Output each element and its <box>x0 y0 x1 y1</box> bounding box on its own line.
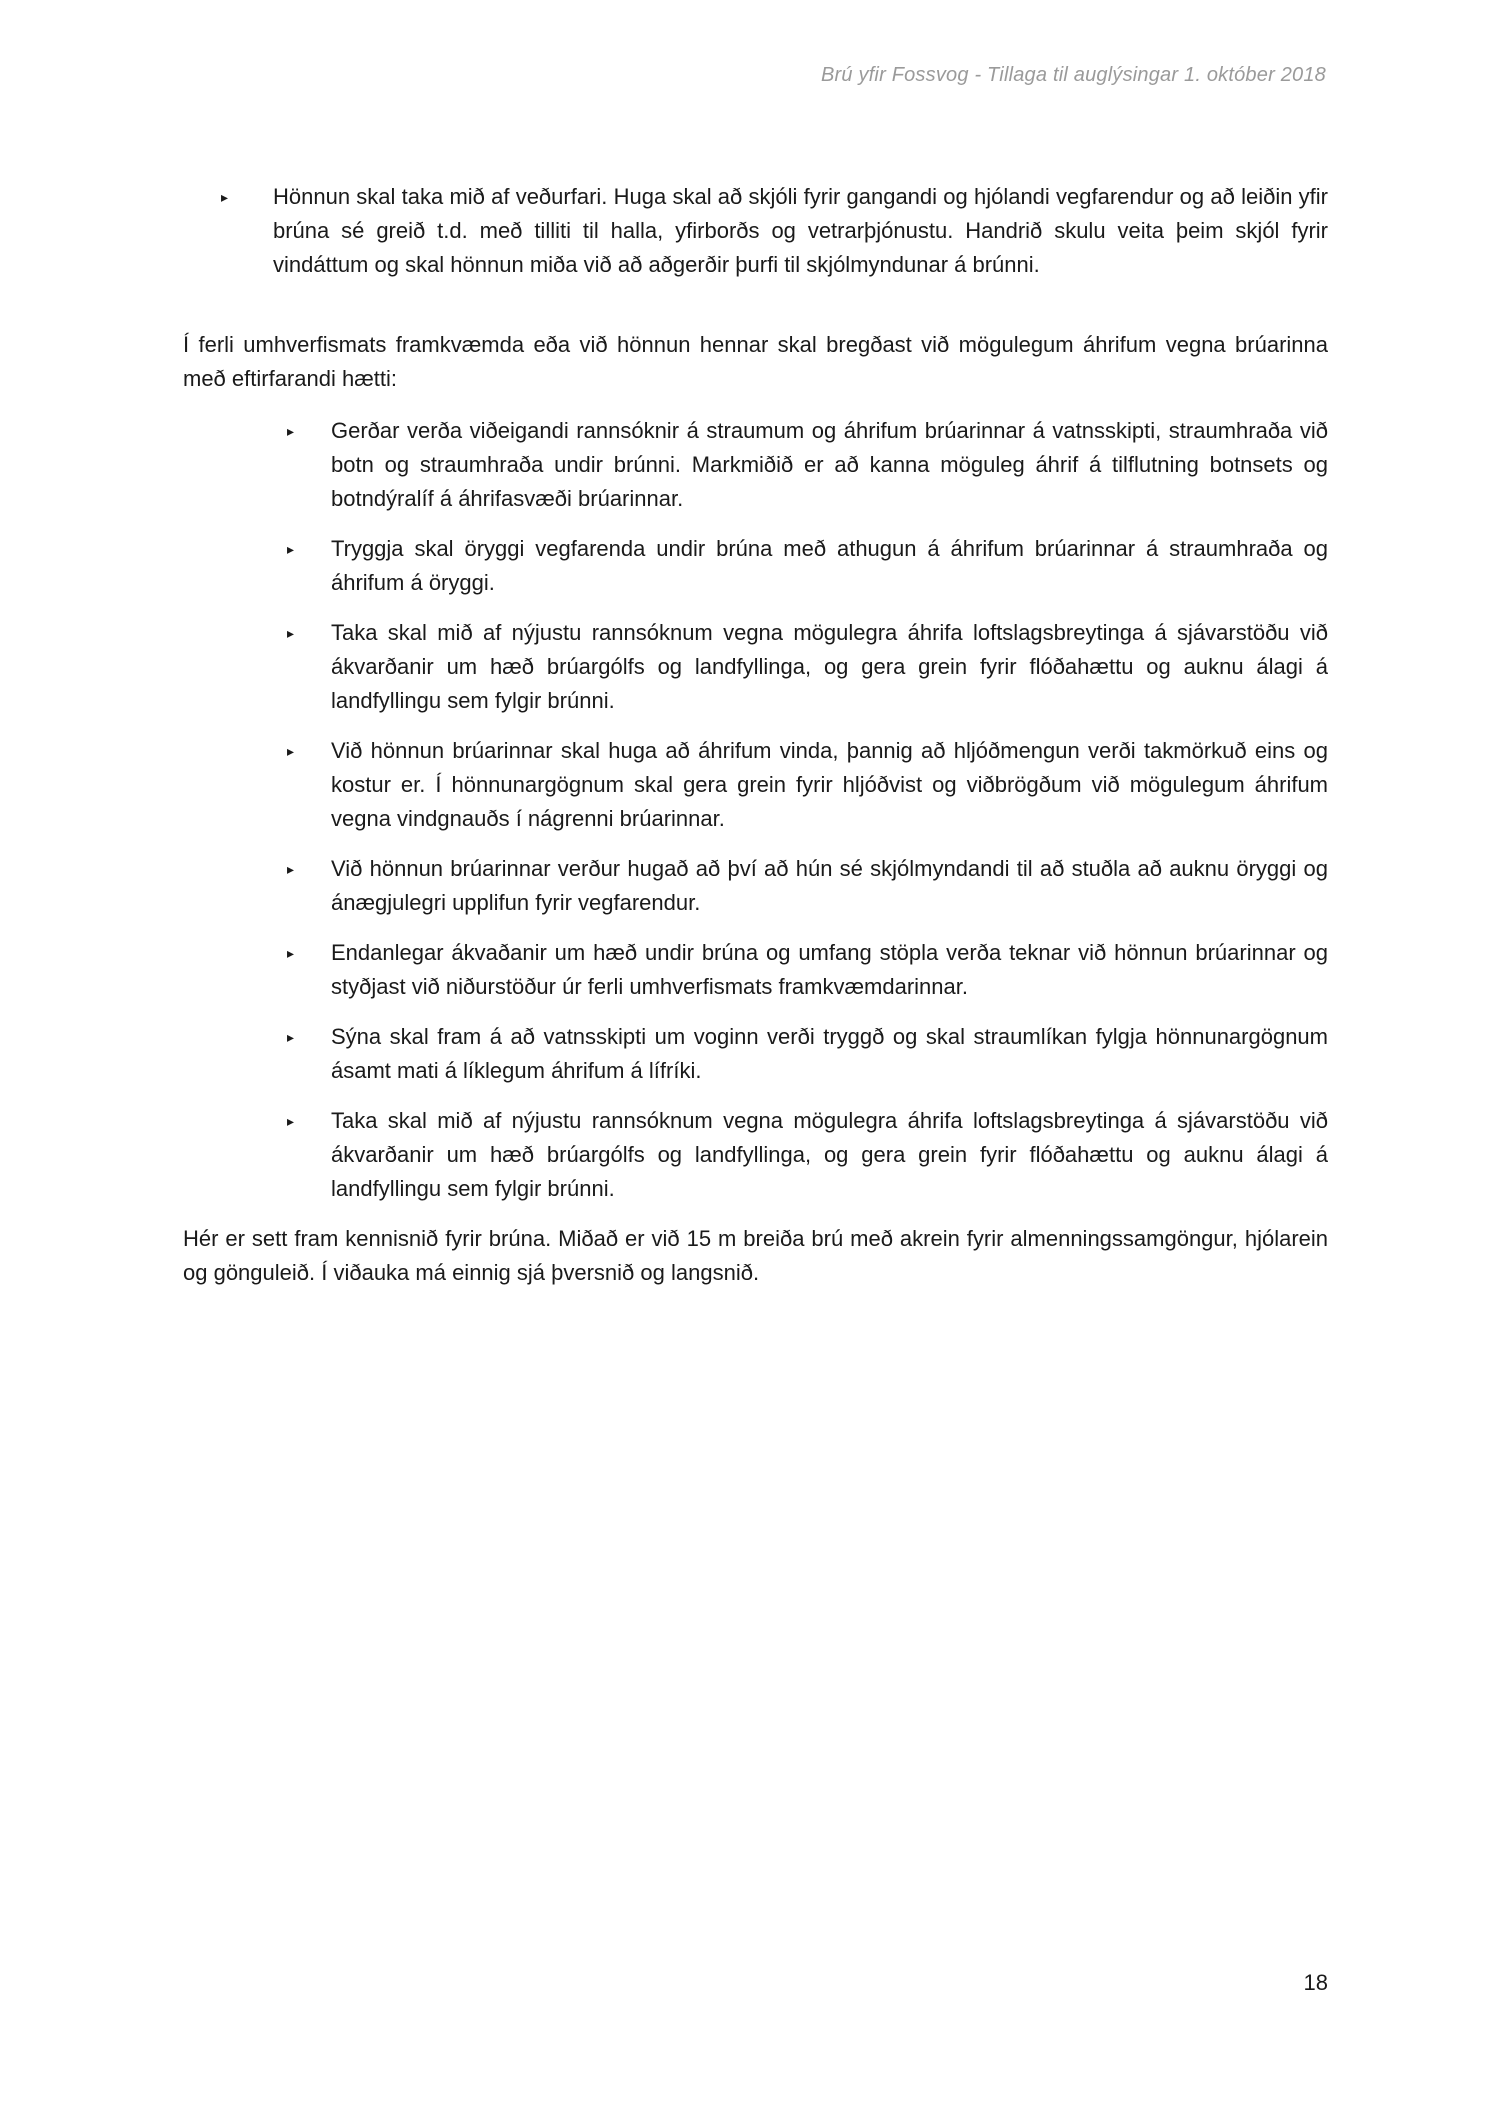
bullet-text: Sýna skal fram á að vatnsskipti um voginn verði tryggð og skal straumlíkan fylgja hönnunargögnum ásamt mati á líklegum áhrifum á lífríki. <box>331 1024 1328 1083</box>
bullet-text: Við hönnun brúarinnar skal huga að áhrifum vinda, þannig að hljóðmengun verði takmörkuð eins og kostur er. Í hönnunargögnum skal gera grein fyrir hljóðvist og viðbrögðum við mögulegum áhrifum vegna vindgnauðs í nágrenni brúarinnar. <box>331 738 1328 831</box>
list-item <box>287 852 1328 920</box>
list-item <box>287 936 1328 1004</box>
bullet-text: Gerðar verða viðeigandi rannsóknir á straumum og áhrifum brúarinnar á vatnsskipti, straumhraða við botn og straumhraða undir brúnni. Markmiðið er að kanna möguleg áhrif á tilflutning botnsets og botndýralíf á áhrifasvæði brúarinnar. <box>331 418 1328 511</box>
list-item <box>287 1020 1328 1088</box>
intro-paragraph: Í ferli umhverfismats framkvæmda eða við hönnun hennar skal bregðast við mögulegum áhrifum vegna brúarinna með eftirfarandi hætti: <box>183 332 1328 391</box>
bullet-arrow-icon: ▸ <box>287 945 295 961</box>
bullet-text: Taka skal mið af nýjustu rannsóknum vegna mögulegra áhrifa loftslagsbreytinga á sjávarstöðu við ákvarðanir um hæð brúargólfs og landfyllinga, og gera grein fyrir flóðahættu og auknu álagi á landfyllingu sem fylgir brúnni. <box>331 1108 1328 1201</box>
list-item <box>287 414 1328 516</box>
list-item <box>221 180 1328 282</box>
document-body <box>183 180 1328 1308</box>
list-item <box>287 532 1328 600</box>
bullet-text: Tryggja skal öryggi vegfarenda undir brúna með athugun á áhrifum brúarinnar á straumhraða og áhrifum á öryggi. <box>331 536 1328 595</box>
bullet-arrow-icon: ▸ <box>287 1113 295 1129</box>
bullet-arrow-icon: ▸ <box>287 423 295 439</box>
bullet-arrow-icon: ▸ <box>287 1029 295 1045</box>
bullet-text: Taka skal mið af nýjustu rannsóknum vegna mögulegra áhrifa loftslagsbreytinga á sjávarstöðu við ákvarðanir um hæð brúargólfs og landfyllinga, og gera grein fyrir flóðahættu og auknu álagi á landfyllingu sem fylgir brúnni. <box>331 620 1328 713</box>
list-item <box>287 734 1328 836</box>
list-item <box>287 616 1328 718</box>
bullet-text: Endanlegar ákvaðanir um hæð undir brúna og umfang stöpla verða teknar við hönnun brúarinnar og styðjast við niðurstöður úr ferli umhverfismats framkvæmdarinnar. <box>331 940 1328 999</box>
bullet-arrow-icon: ▸ <box>221 189 229 205</box>
bullet-arrow-icon: ▸ <box>287 541 295 557</box>
bullet-text: Hönnun skal taka mið af veðurfari. Huga skal að skjóli fyrir gangandi og hjólandi vegfarendur og að leiðin yfir brúna sé greið t.d. með tilliti til halla, yfirborðs og vetrarþjónustu. Handrið skulu veita þeim skjól fyrir vindáttum og skal hönnun miða við að aðgerðir þurfi til skjólmyndunar á brúnni. <box>273 184 1328 277</box>
main-bullet-list <box>287 414 1328 1206</box>
bullet-arrow-icon: ▸ <box>287 625 295 641</box>
bullet-text: Við hönnun brúarinnar verður hugað að því að hún sé skjólmyndandi til að stuðla að auknu öryggi og ánægjulegri upplifun fyrir vegfarendur. <box>331 856 1328 915</box>
bullet-arrow-icon: ▸ <box>287 743 295 759</box>
top-bullet-list <box>221 180 1328 282</box>
running-header: Brú yfir Fossvog - Tillaga til auglýsingar 1. október 2018 <box>821 64 1326 86</box>
list-item <box>287 1104 1328 1206</box>
bullet-arrow-icon: ▸ <box>287 861 295 877</box>
page-number: 18 <box>1303 1970 1328 1995</box>
closing-paragraph: Hér er sett fram kennisnið fyrir brúna. Miðað er við 15 m breiða brú með akrein fyrir almenningssamgöngur, hjólarein og gönguleið. Í viðauka má einnig sjá þversnið og langsnið. <box>183 1226 1328 1285</box>
